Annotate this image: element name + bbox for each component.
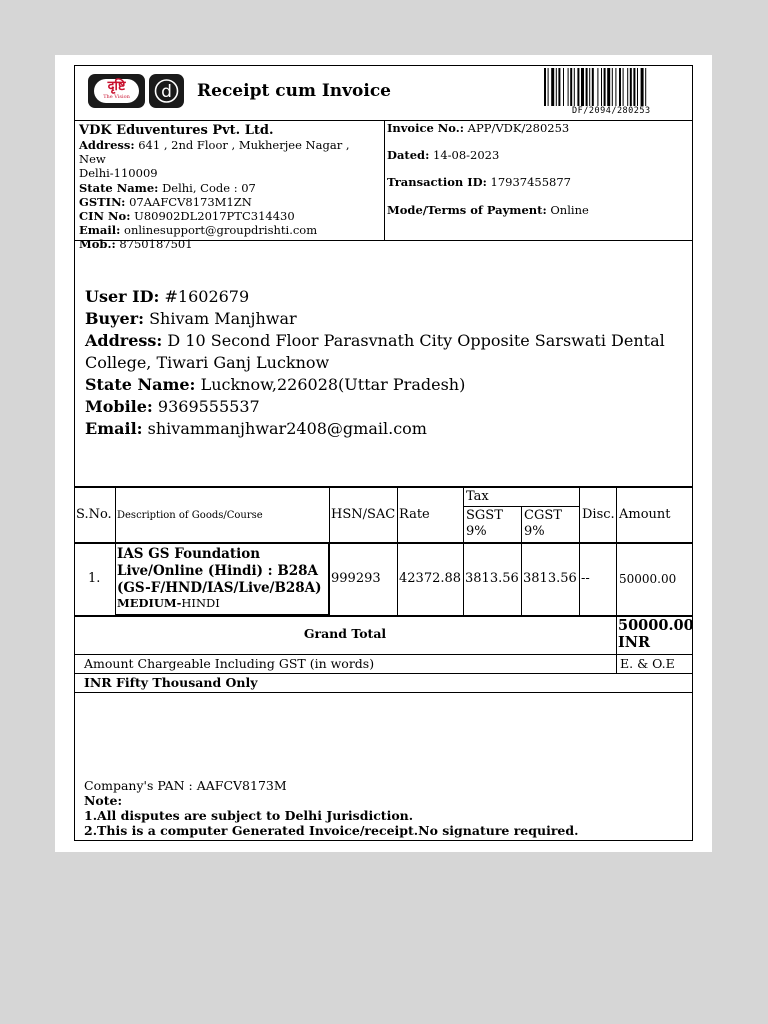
grand-total-divider [616,615,617,655]
seller-address: 641 , 2nd Floor , Mukherjee Nagar , New [79,138,350,167]
buyer-state-label: State Name: [85,375,196,394]
header-rate: Rate [399,507,430,522]
note-1: 1.All disputes are subject to Delhi Jurisdiction. [84,808,414,823]
row-description: IAS GS Foundation Live/Online (Hindi) : B28A (GS-F/HND/IAS/Live/B28A) MEDIUM-HINDI [117,546,322,610]
seller-divider [384,120,385,241]
seller-email: onlinesupport@groupdrishti.com [124,223,318,238]
invoice-no: APP/VDK/280253 [467,121,570,135]
col-divider-5 [521,506,522,616]
drishti-logo-badge [94,79,139,103]
row-cgst: 3813.56 [523,571,577,586]
grand-total-value: 50000.00 INR [618,617,694,651]
transaction-id: 17937455877 [490,175,571,189]
header-cgst: CGST 9% [524,508,562,539]
buyer-mobile: 9369555537 [157,397,260,416]
footer-block [84,778,578,838]
col-divider-4 [463,486,464,616]
barcode-text: DF/2094/280253 [572,106,651,116]
seller-gstin-label: GSTIN: [79,194,126,209]
grand-total-label: Grand Total [303,626,387,641]
seller-cin-label: CIN No: [79,209,131,224]
row-sno: 1. [88,571,101,586]
amount-words-label: Amount Chargeable Including GST (in words) [84,656,375,671]
header-sgst: SGST 9% [466,508,503,539]
receipt-title: Receipt cum Invoice [197,81,391,101]
medium-value: HINDI [181,596,220,610]
drishti-logo-text: दृष्टि [107,79,126,94]
transaction-id-label: Transaction ID: [387,175,487,189]
header-hsn: HSN/SAC [331,507,396,522]
invoice-date: 14-08-2023 [433,148,500,162]
invoice-date-label: Dated: [387,148,430,162]
d-logo-letter: d [161,82,172,102]
col-divider-6 [579,486,580,616]
col-divider-7 [616,486,617,616]
seller-name: VDK Eduventures Pvt. Ltd. [79,123,274,138]
buyer-label: Buyer: [85,309,144,328]
seller-mob: 8750187501 [119,237,193,252]
seller-cin: U80902DL2017PTC314430 [134,209,295,224]
header-sno: S.No. [76,507,112,522]
d-logo [149,74,184,108]
amount-in-words: INR Fifty Thousand Only [84,675,258,690]
buyer-name: Shivam Manjhwar [149,309,297,328]
header-amount: Amount [619,507,671,522]
col-divider-3 [397,486,398,616]
medium-label: MEDIUM- [117,596,182,610]
invoice-no-label: Invoice No.: [387,121,465,135]
eoe-divider [616,654,617,674]
buyer-address-line2: College, Tiwari Ganj Lucknow [85,353,330,372]
note-2: 2.This is a computer Generated Invoice/receipt.No signature required. [84,823,579,838]
header-tax: Tax [466,489,489,504]
col-divider-2 [329,486,330,616]
row-sgst: 3813.56 [465,571,519,586]
header-disc: Disc. [582,507,615,522]
seller-state-label: State Name: [79,180,159,195]
barcode-bars [544,68,646,106]
seller-email-label: Email: [79,223,121,238]
drishti-logo [88,74,145,108]
drishti-logo-tagline: The Vision [103,94,130,100]
row-hsn: 999293 [331,571,381,586]
eoe-text: E. & O.E [620,656,675,671]
buyer-block [85,286,685,440]
note-label: Note: [84,793,123,808]
d-logo-icon [149,74,184,108]
seller-mob-label: Mob.: [79,237,116,252]
user-id: #1602679 [164,287,250,306]
buyer-email: shivammanjhwar2408@gmail.com [147,419,427,438]
buyer-state: Lucknow,226028(Uttar Pradesh) [200,375,466,394]
payment-mode: Online [550,203,589,217]
buyer-address: D 10 Second Floor Parasvnath City Opposite Sarswati Dental [167,331,665,350]
seller-address-label: Address: [79,138,135,152]
seller-gstin: 07AAFCV8173M1ZN [129,194,252,209]
payment-mode-label: Mode/Terms of Payment: [387,203,547,217]
buyer-mobile-label: Mobile: [85,397,153,416]
seller-address-line2: Delhi-110009 [79,166,158,181]
seller-state: Delhi, Code : 07 [162,180,256,195]
company-pan: Company's PAN : AAFCV8173M [84,778,287,793]
seller-block [79,123,379,252]
row-disc: -- [581,571,590,586]
row-amount: 50000.00 [619,572,677,586]
row-rate: 42372.88 [399,571,462,586]
user-id-label: User ID: [85,287,160,306]
buyer-email-label: Email: [85,419,143,438]
buyer-address-label: Address: [85,331,163,350]
barcode [543,68,686,108]
header-description: Description of Goods/Course [117,510,263,521]
